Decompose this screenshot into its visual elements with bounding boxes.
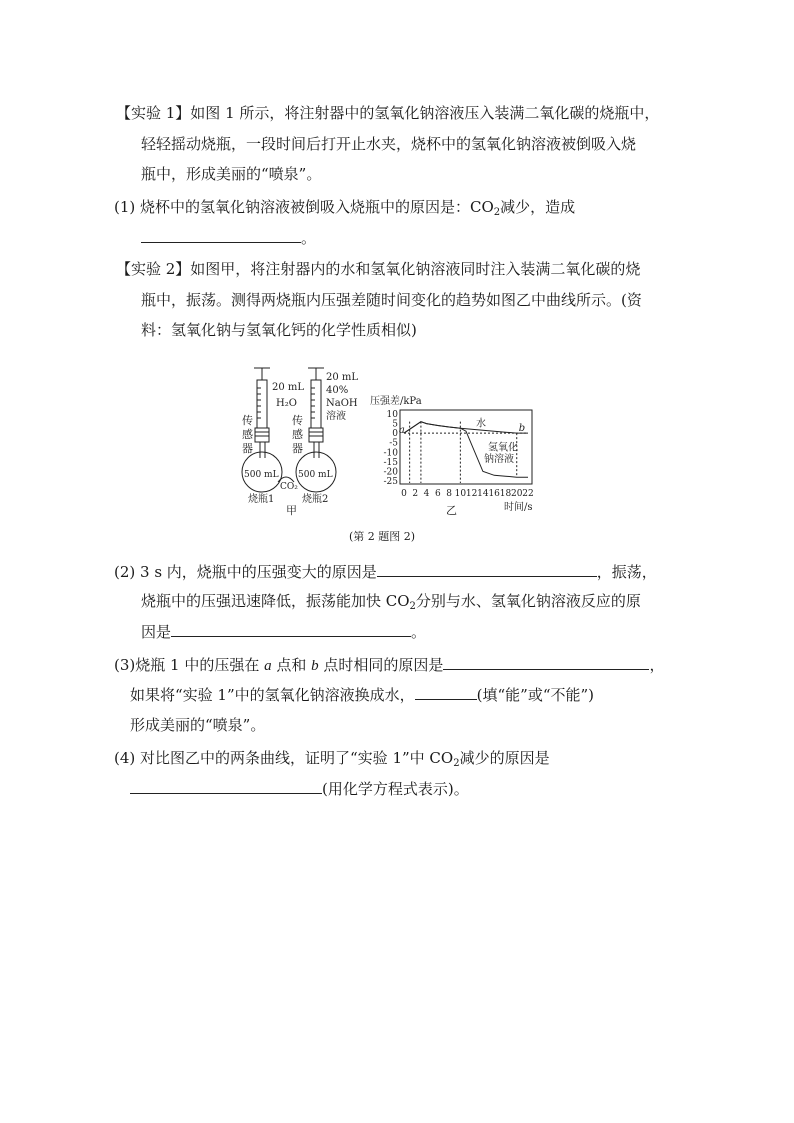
x-tick-label: 22	[522, 489, 534, 499]
co2-subscript: 2	[409, 601, 416, 612]
left-syringe-volume: 20 mL	[272, 382, 305, 393]
x-tick-label: 18	[499, 489, 512, 499]
x-tick-label: 10	[454, 489, 467, 499]
question-2-line-3	[141, 621, 426, 642]
y-tick-label: 10	[386, 410, 398, 420]
exp1-line-2: 轻轻摇动烧瓶，一段时间后打开止水夹，烧杯中的氢氧化钠溶液被倒吸入烧	[141, 135, 637, 153]
series-label-water: 水	[476, 418, 486, 430]
question-3-line-3: 形成美丽的“喷泉”。	[130, 716, 266, 734]
question-3-text-mid: 点和	[271, 656, 312, 674]
x-tick-label: 4	[423, 489, 430, 499]
series-label-naoh-line-2: 钠溶液	[484, 453, 514, 465]
point-b-variable: b	[311, 658, 319, 674]
x-tick-label: 6	[434, 489, 441, 499]
question-3-text-a: (3)烧瓶 1 中的压强在	[114, 656, 265, 674]
answer-blank-4[interactable]	[130, 778, 322, 794]
left-sensor-label-2: 感	[242, 428, 253, 441]
y-tick-label: -15	[383, 457, 398, 468]
chart-xlabel: 时间/s	[504, 502, 533, 513]
right-syringe-volume: 20 mL	[326, 372, 359, 383]
point-a-label: a	[398, 425, 405, 437]
answer-blank-3b[interactable]	[415, 684, 477, 700]
point-b-label: b	[518, 423, 526, 435]
co2-gas-label: CO₂	[280, 482, 298, 492]
flask-2-label: 烧瓶2	[302, 494, 329, 505]
exp2-line-1: 【实验 2】如图甲，将注射器内的水和氢氧化钠溶液同时注入装满二氧化碳的烧	[116, 260, 641, 278]
question-3-line-1	[114, 654, 664, 676]
question-3-line-2	[130, 684, 594, 705]
y-tick-label: 0	[392, 429, 398, 440]
question-1-answer-line	[141, 227, 316, 248]
question-2-line-2-b: 分别与水、氢氧化钠溶液反应的原	[415, 592, 641, 610]
question-2-line-2	[141, 591, 641, 611]
answer-blank-2a[interactable]	[377, 561, 597, 577]
x-tick-label: 14	[477, 489, 489, 499]
right-syringe-concentration: 40%	[326, 385, 349, 396]
question-1	[114, 197, 575, 217]
question-4-line-2-b: (用化学方程式表示)。	[322, 780, 469, 798]
left-sensor-label-3: 器	[242, 442, 253, 455]
answer-blank-3a[interactable]	[443, 654, 649, 670]
right-syringe-content: NaOH	[326, 398, 358, 409]
x-tick-label: 0	[401, 489, 407, 499]
y-tick-label: -20	[383, 467, 398, 478]
question-3-line-2-b: (填“能”或“不能”)	[476, 686, 595, 704]
x-tick-label: 2	[412, 489, 419, 499]
answer-blank-1[interactable]	[141, 227, 301, 243]
question-1-end: 。	[301, 229, 317, 247]
x-tick-label: 20	[511, 489, 523, 499]
question-2-text-a: (2) 3 s 内，烧瓶中的压强变大的原因是	[114, 563, 377, 581]
experiment-figure	[228, 360, 558, 520]
apparatus-and-chart	[228, 360, 558, 520]
x-tick-label: 8	[446, 489, 452, 499]
right-sensor-label-1: 传	[292, 414, 303, 427]
flask-1-volume: 500 mL	[244, 470, 279, 480]
question-4-line-1	[114, 748, 550, 768]
x-tick-label: 16	[488, 489, 500, 499]
exp1-line-3: 瓶中，形成美丽的“喷泉”。	[141, 165, 322, 183]
question-2-text-b: ，振荡，	[596, 563, 657, 581]
exp1-line-1: 【实验 1】如图 1 所示，将注射器中的氢氧化钠溶液压入装满二氧化碳的烧瓶中，	[116, 104, 660, 122]
co2-subscript: 2	[453, 758, 460, 769]
question-4-line-2	[130, 778, 469, 799]
figure-jia-label: 甲	[286, 504, 297, 517]
right-sensor-label-3: 器	[292, 442, 303, 455]
question-4-text-b: 减少的原因是	[459, 749, 550, 767]
question-3-text-b: 点时相同的原因是	[318, 656, 444, 674]
pressure-chart	[370, 394, 534, 517]
question-4-text-a: (4) 对比图乙中的两条曲线，证明了“实验 1”中 CO	[114, 749, 454, 767]
right-syringe-solution: 溶液	[326, 411, 346, 422]
left-syringe-content: H₂O	[276, 398, 297, 409]
question-3-line-2-a: 如果将“实验 1”中的氢氧化钠溶液换成水，	[130, 686, 415, 704]
question-2-line-2-a: 烧瓶中的压强迅速降低，振荡能加快 CO	[141, 592, 410, 610]
exp2-line-3: 料：氢氧化钠与氢氧化钙的化学性质相似)	[141, 321, 417, 339]
y-tick-label: 5	[392, 419, 398, 430]
figure-caption: (第 2 题图 2)	[349, 530, 416, 543]
co2-subscript: 2	[493, 207, 501, 218]
x-tick-label: 12	[465, 489, 478, 499]
question-1-text-b: 减少，造成	[500, 198, 576, 216]
flask-1-label: 烧瓶1	[248, 494, 275, 505]
question-1-text-a: (1) 烧杯中的氢氧化钠溶液被倒吸入烧瓶中的原因是：CO	[114, 198, 494, 216]
y-tick-label: -5	[389, 438, 398, 449]
exp2-line-2: 瓶中，振荡。测得两烧瓶内压强差随时间变化的趋势如图乙中曲线所示。(资	[141, 291, 642, 309]
point-a-variable: a	[264, 658, 272, 674]
y-tick-label: -25	[383, 477, 398, 487]
question-3-end: ，	[649, 656, 665, 674]
left-sensor-label-1: 传	[242, 414, 253, 427]
answer-blank-2b[interactable]	[171, 621, 411, 637]
question-2-line-1	[114, 561, 657, 582]
question-2-line-3-a: 因是	[141, 623, 172, 641]
flask-2-volume: 500 mL	[298, 470, 333, 480]
figure-yi-label: 乙	[446, 504, 457, 517]
question-2-line-3-end: 。	[411, 623, 427, 641]
series-label-naoh-line-1: 氢氧化	[488, 442, 518, 454]
y-tick-label: -10	[383, 448, 398, 459]
right-sensor-label-2: 感	[292, 428, 303, 441]
chart-ylabel: 压强差/kPa	[370, 396, 422, 407]
